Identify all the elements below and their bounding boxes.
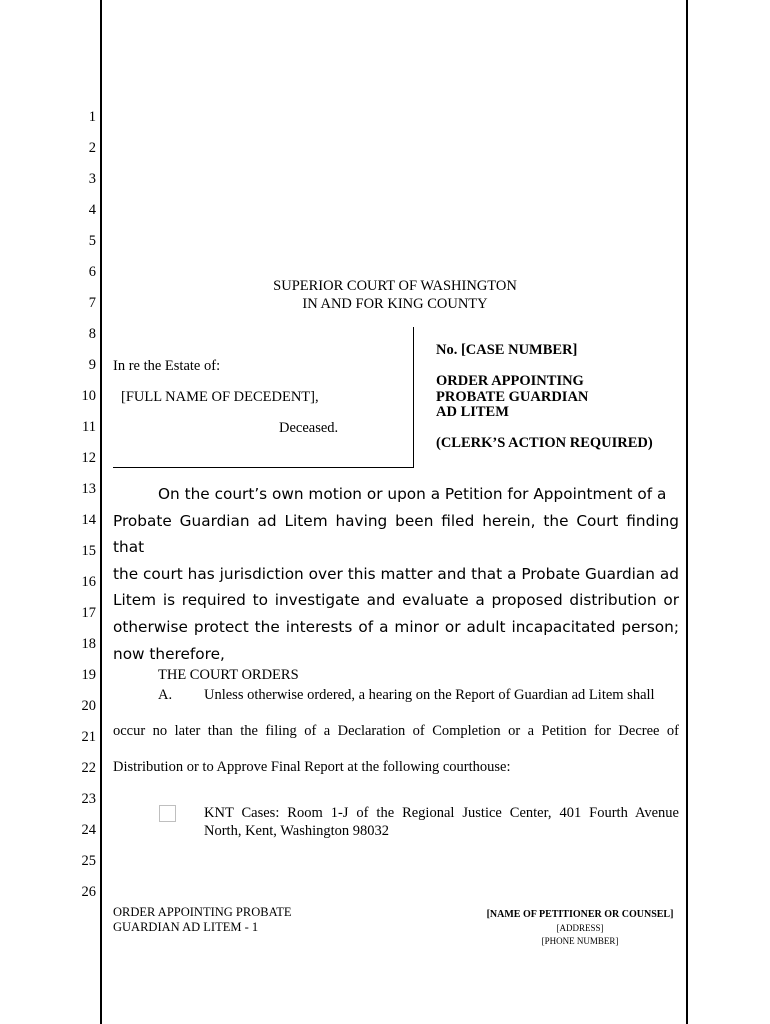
- line-number: 6: [88, 264, 96, 280]
- line-number: 20: [81, 698, 96, 714]
- left-margin-rule: [100, 0, 102, 1024]
- clerk-action-notice: (CLERK’S ACTION REQUIRED): [436, 435, 653, 451]
- line-number: 15: [81, 543, 96, 559]
- item-a-label: A.: [158, 687, 173, 703]
- court-county: IN AND FOR KING COUNTY: [302, 296, 488, 312]
- line-number: 10: [81, 388, 96, 404]
- knt-option-line1: KNT Cases: Room 1-J of the Regional Justice Center, 401 Fourth Avenue: [204, 805, 679, 821]
- item-a-line: Unless otherwise ordered, a hearing on the Report of Guardian ad Litem shall: [204, 687, 655, 703]
- case-number: No. [CASE NUMBER]: [436, 342, 578, 358]
- recital-line: On the court’s own motion or upon a Petition for Appointment of a: [158, 485, 667, 503]
- caption-divider-vertical: [413, 327, 414, 468]
- caption-divider-horizontal: [113, 467, 414, 468]
- footer-address: [ADDRESS]: [556, 923, 604, 933]
- orders-heading: THE COURT ORDERS: [158, 667, 299, 683]
- in-re-label: In re the Estate of:: [113, 358, 221, 374]
- line-number: 7: [88, 295, 96, 311]
- line-number: 21: [81, 729, 96, 745]
- line-number: 5: [88, 233, 96, 249]
- knt-option-line2: North, Kent, Washington 98032: [204, 823, 390, 839]
- recital-line: otherwise protect the interests of a minor or adult incapacitated person;: [113, 617, 679, 636]
- line-number: 26: [81, 884, 96, 900]
- recital-paragraph: [113, 481, 679, 667]
- line-number: 19: [81, 667, 96, 683]
- line-number: 12: [81, 450, 96, 466]
- recital-line: now therefore,: [113, 644, 225, 663]
- recital-line: the court has jurisdiction over this matter and that a Probate Guardian ad: [113, 564, 679, 583]
- court-name: SUPERIOR COURT OF WASHINGTON: [273, 278, 517, 294]
- line-number: 25: [81, 853, 96, 869]
- line-number: 3: [88, 171, 96, 187]
- decedent-name: [FULL NAME OF DECEDENT],: [121, 389, 319, 405]
- footer-title-line1: ORDER APPOINTING PROBATE: [113, 905, 292, 919]
- line-number: 16: [81, 574, 96, 590]
- footer-petitioner-name: [NAME OF PETITIONER OR COUNSEL]: [486, 909, 674, 920]
- document-title-line1: ORDER APPOINTING: [436, 373, 584, 389]
- line-number: 14: [81, 512, 96, 528]
- item-a-line: occur no later than the filing of a Declaration of Completion or a Petition for Decree of: [113, 723, 679, 739]
- item-a-line: Distribution or to Approve Final Report at the following courthouse:: [113, 759, 511, 775]
- line-number: 11: [82, 419, 96, 435]
- footer-title-line2: GUARDIAN AD LITEM - 1: [113, 920, 259, 934]
- line-number: 17: [81, 605, 96, 621]
- footer-contact-block: [470, 908, 690, 948]
- line-number: 1: [88, 109, 96, 125]
- knt-courthouse-checkbox[interactable]: [159, 805, 176, 822]
- footer-document-title: [113, 905, 292, 935]
- line-number: 4: [88, 202, 96, 218]
- line-number: 9: [88, 357, 96, 373]
- line-number: 18: [81, 636, 96, 652]
- document-title-line3: AD LITEM: [436, 404, 509, 420]
- footer-phone: [PHONE NUMBER]: [541, 936, 619, 946]
- line-number: 23: [81, 791, 96, 807]
- line-number: 24: [81, 822, 96, 838]
- right-margin-rule: [686, 0, 688, 1024]
- line-number: 13: [81, 481, 96, 497]
- document-title-line2: PROBATE GUARDIAN: [436, 389, 589, 405]
- recital-line: Litem is required to investigate and evaluate a proposed distribution or: [113, 591, 679, 610]
- recital-line: Probate Guardian ad Litem having been filed herein, the Court finding that: [113, 511, 679, 557]
- decedent-status: Deceased.: [279, 420, 339, 436]
- line-number: 22: [81, 760, 96, 776]
- line-number: 2: [88, 140, 96, 156]
- line-number: 8: [88, 326, 96, 342]
